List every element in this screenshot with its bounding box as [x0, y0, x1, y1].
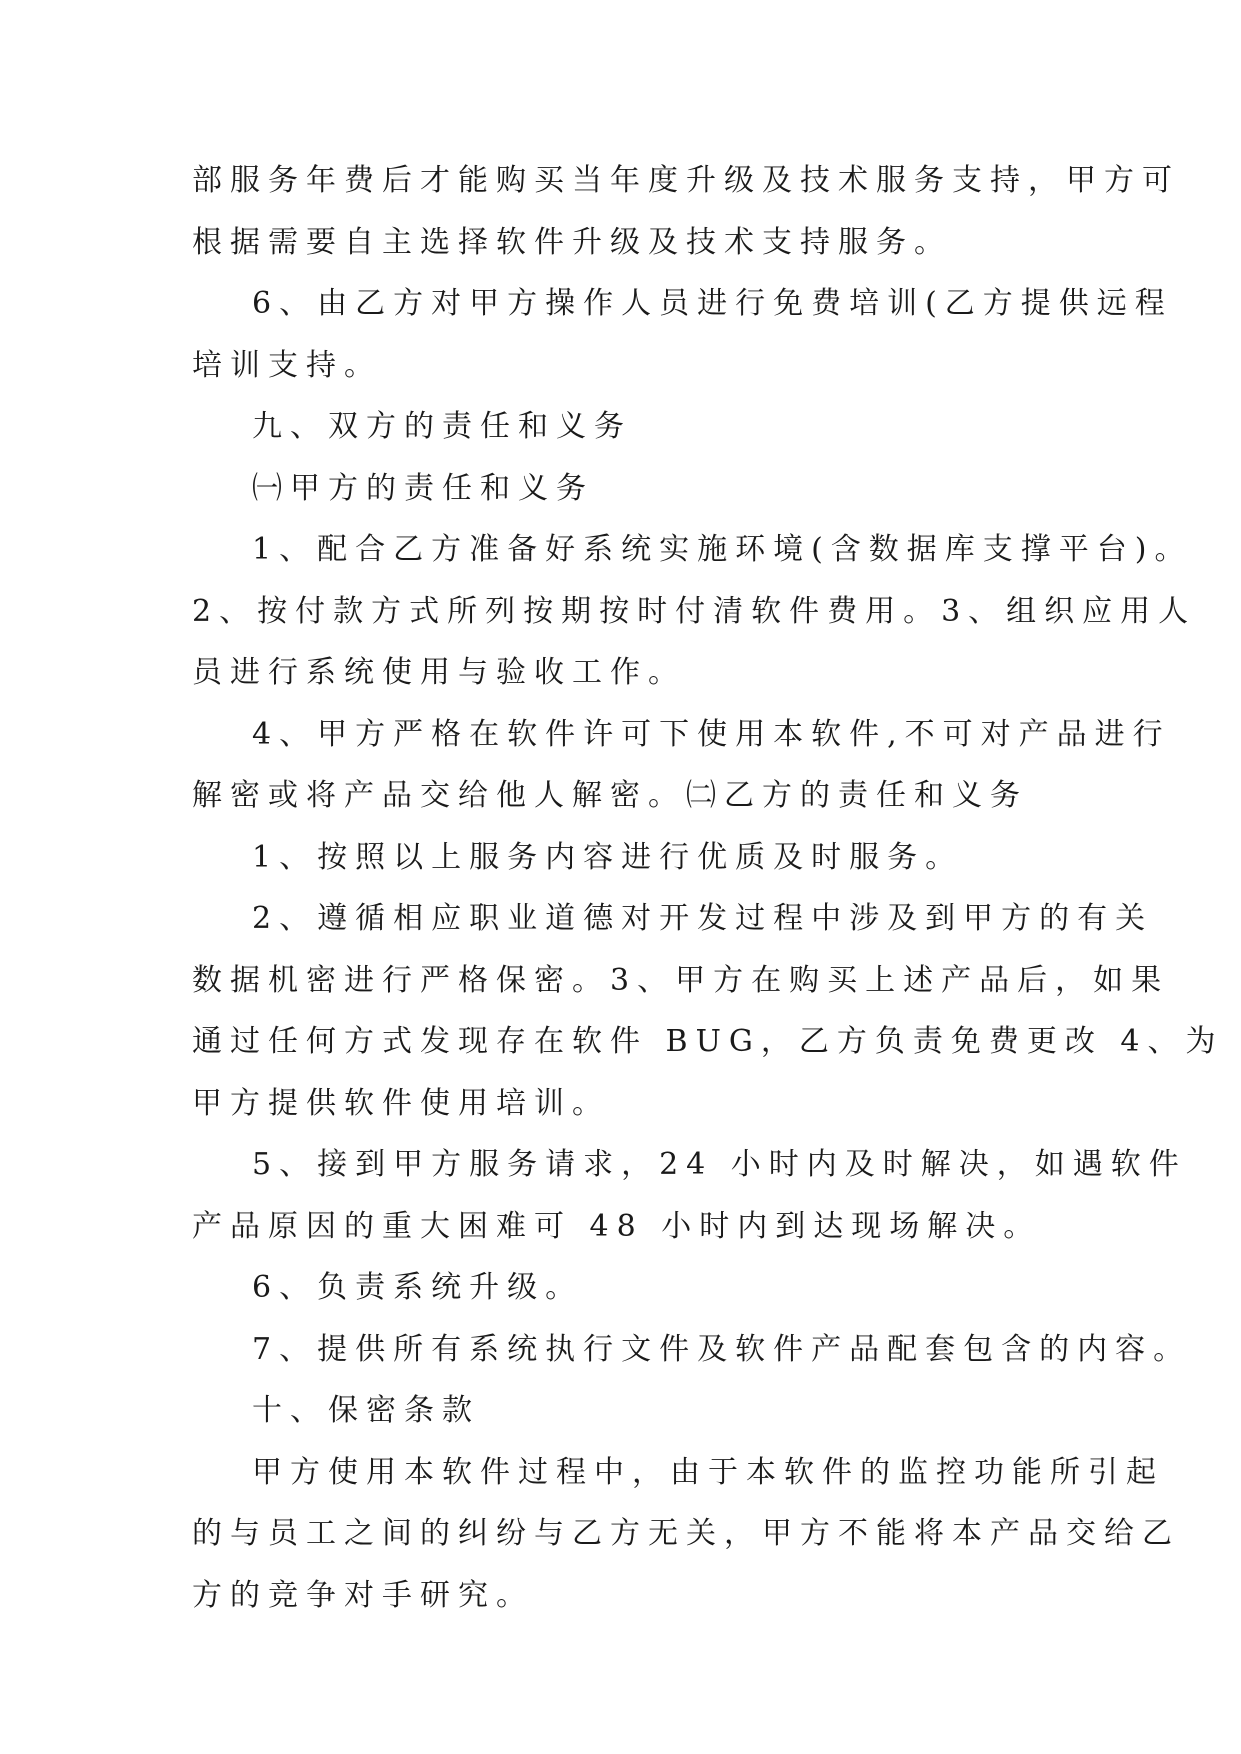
text-line: 1、配合乙方准备好系统实施环境(含数据库支撑平台)。 — [252, 532, 1193, 567]
paragraph — [192, 827, 1072, 889]
text-line: 九、双方的责任和义务 — [252, 409, 632, 444]
paragraph — [192, 519, 1197, 704]
text-line: 1、按照以上服务内容进行优质及时服务。 — [252, 839, 964, 875]
text-line: 6、由乙方对甲方操作人员进行免费培训(乙方提供远程 — [252, 286, 1173, 321]
text-line: 通过任何方式发现存在软件 BUG，乙方负责免费更改 4、为 — [192, 1024, 1224, 1059]
text-line: 7、提供所有系统执行文件及软件产品配套包含的内容。 — [252, 1331, 1192, 1367]
text-line: 的与员工之间的纠纷与乙方无关，甲方不能将本产品交给乙 — [192, 1516, 1180, 1551]
text-line: 甲方使用本软件过程中，由于本软件的监控功能所引起 — [252, 1454, 1164, 1490]
text-line: 产品原因的重大困难可 48 小时内到达现场解决。 — [192, 1208, 1042, 1244]
subsection-heading — [192, 458, 1072, 520]
section-heading — [192, 1380, 1072, 1442]
paragraph — [192, 704, 1171, 827]
text-line: 5、接到甲方服务请求，24 小时内及时解决，如遇软件 — [252, 1147, 1187, 1182]
paragraph — [192, 273, 1173, 396]
paragraph — [192, 1257, 1072, 1319]
text-line: ㈠甲方的责任和义务 — [252, 470, 594, 506]
text-line: 2、遵循相应职业道德对开发过程中涉及到甲方的有关 — [252, 901, 1154, 936]
text-line: 数据机密进行严格保密。3、甲方在购买上述产品后，如果 — [192, 962, 1170, 998]
paragraph — [192, 150, 1180, 273]
text-line: 员进行系统使用与验收工作。 — [192, 655, 686, 690]
text-line: 4、甲方严格在软件许可下使用本软件,不可对产品进行 — [252, 716, 1171, 752]
paragraph — [192, 888, 1224, 1134]
text-line: 2、按付款方式所列按期按时付清软件费用。3、组织应用人 — [192, 593, 1197, 629]
text-line: 十、保密条款 — [252, 1393, 480, 1428]
text-line: 部服务年费后才能购买当年度升级及技术服务支持，甲方可 — [192, 163, 1180, 198]
paragraph — [192, 1442, 1180, 1627]
text-line: 方的竞争对手研究。 — [192, 1577, 534, 1613]
text-line: 甲方提供软件使用培训。 — [192, 1085, 610, 1121]
text-line: 根据需要自主选择软件升级及技术支持服务。 — [192, 224, 952, 260]
text-line: 培训支持。 — [192, 347, 382, 383]
paragraph — [192, 1134, 1187, 1257]
text-line: 6、负责系统升级。 — [252, 1270, 584, 1305]
section-heading — [192, 396, 1072, 458]
text-line: 解密或将产品交给他人解密。㈡乙方的责任和义务 — [192, 778, 1028, 813]
document-body — [192, 150, 1224, 1626]
paragraph — [192, 1319, 1192, 1381]
